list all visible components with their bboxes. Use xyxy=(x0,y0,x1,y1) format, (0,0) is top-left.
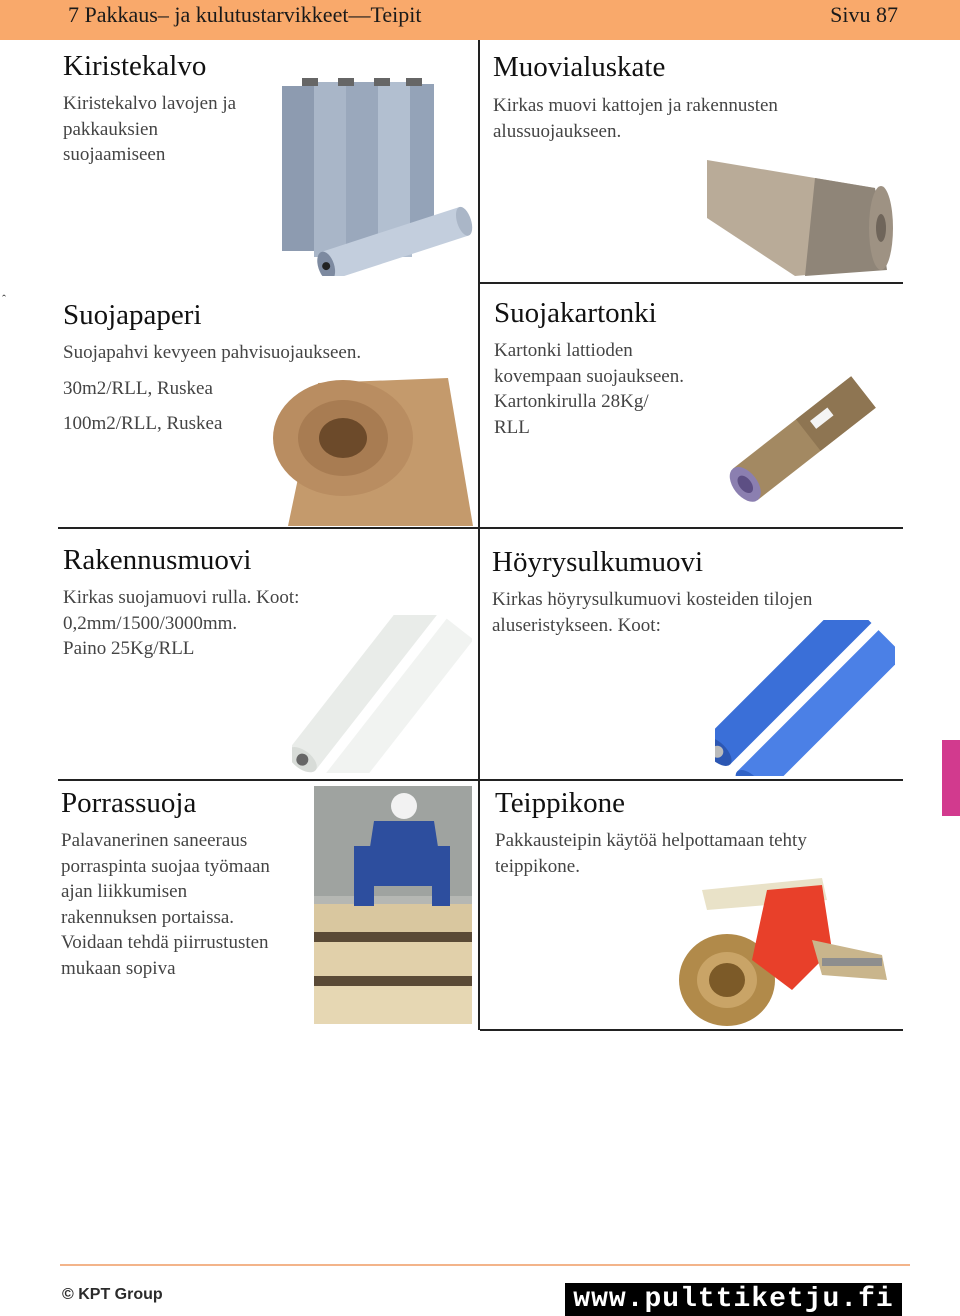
page-header xyxy=(0,0,960,40)
product-kiristekalvo xyxy=(63,49,278,168)
blue-plastic-rolls-image xyxy=(715,620,895,776)
stair-protection-photo xyxy=(314,786,472,1024)
product-desc: Palavanerinen saneeraus porraspinta suojaa työmaan ajan liikkumisen rakennuksen portaissa. Voidaan tehdä piirrustusten mukaan sopiva xyxy=(61,830,270,979)
product-desc: Suojapahvi kevyeen pahvisuojaukseen. xyxy=(63,342,362,363)
product-title: Suojakartonki xyxy=(494,297,657,329)
product-porrassuoja xyxy=(61,786,311,981)
product-title: Suojapaperi xyxy=(63,299,202,331)
grid-divider xyxy=(478,40,480,1030)
copyright-text: © KPT Group xyxy=(62,1286,163,1303)
grid-divider xyxy=(58,779,903,781)
product-title: Teippikone xyxy=(495,787,626,819)
page-number: Sivu 87 xyxy=(830,2,898,27)
brown-paper-roll-image xyxy=(258,378,476,526)
product-desc: Kirkas suojamuovi rulla. Koot: 0,2mm/1500/3000mm. Paino 25Kg/RLL xyxy=(63,587,300,659)
stray-mark: ˆ xyxy=(2,292,6,306)
product-desc: Kiristekalvo lavojen ja pakkauksien suojaamiseen xyxy=(63,93,237,165)
product-desc: Pakkausteipin käytöä helpottamaan tehty teippikone. xyxy=(495,830,807,877)
section-title: 7 Pakkaus– ja kulutustarvikkeet—Teipit xyxy=(68,2,422,27)
footer-divider xyxy=(60,1264,910,1266)
side-tab-marker xyxy=(942,740,960,816)
product-title: Kiristekalvo xyxy=(63,50,207,82)
underlay-roll-image xyxy=(705,158,895,278)
grid-divider xyxy=(58,527,903,529)
tape-dispenser-image xyxy=(672,870,894,1030)
product-title: Höyrysulkumuovi xyxy=(492,546,704,578)
product-teippikone xyxy=(495,786,900,879)
product-title: Porrassuoja xyxy=(61,787,197,819)
product-desc: Kirkas höyrysulkumuovi kosteiden tilojen aluseristykseen. Koot: xyxy=(492,589,813,636)
product-desc: Kartonki lattioden kovempaan suojaukseen. Kartonkirulla 28Kg/ RLL xyxy=(494,340,684,438)
product-spec: 100m2/RLL, Ruskea xyxy=(63,413,223,434)
product-title: Muovialuskate xyxy=(493,51,666,83)
cardboard-roll-image xyxy=(720,362,885,517)
grid-divider xyxy=(480,282,903,284)
product-spec: 30m2/RLL, Ruskea xyxy=(63,377,213,399)
product-muovialuskate xyxy=(493,50,893,144)
clear-plastic-rolls-image xyxy=(292,615,472,773)
product-title: Rakennusmuovi xyxy=(63,544,252,576)
product-desc: Kirkas muovi kattojen ja rakennusten alussuojaukseen. xyxy=(493,95,778,142)
website-link[interactable]: www.pulttiketju.fi xyxy=(565,1283,902,1316)
stretch-film-rolls-image xyxy=(278,76,478,276)
